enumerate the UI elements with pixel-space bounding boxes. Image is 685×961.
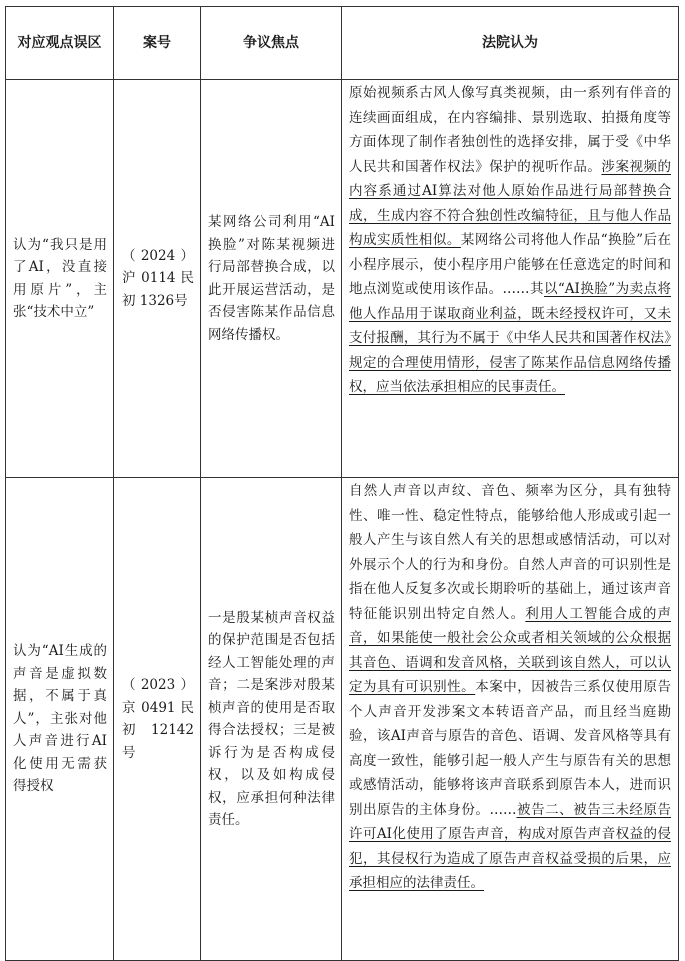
table-row bbox=[6, 80, 679, 478]
issue-cell: 某网络公司利用“AI换脸”对陈某视频进行局部替换合成，以此开展运营活动，是否侵害陈某作品信息网络传播权。 bbox=[201, 80, 342, 478]
viewpoint-cell: 认为“我只是用了AI，没直接用原片”，主张“技术中立” bbox=[6, 80, 114, 478]
header-row bbox=[6, 7, 679, 80]
table-row bbox=[6, 478, 679, 961]
case-number-cell: （2024）沪 0114 民初 1326号 bbox=[114, 80, 201, 478]
ruling-cell bbox=[342, 478, 679, 961]
header-case-no: 案号 bbox=[114, 7, 201, 80]
ruling-cell bbox=[342, 80, 679, 478]
ruling-segment: 本案中，因被告三系仅使用原告个人声音开发涉案文本转语音产品，而且经当庭勘验，该AI声音与原告的音色、语调、发音风格等具有高度一致性，能够引起一般人产生与原告有关的思想或感情活动，能够将该声音联系到原告本人，进而识别出原告的主体身份。…… bbox=[349, 679, 672, 818]
header-ruling: 法院认为 bbox=[342, 7, 679, 80]
header-issue: 争议焦点 bbox=[201, 7, 342, 80]
ruling-segment-underlined: 以“AI换脸”为卖点将他人作品用于谋取商业利益，既未经授权许可，又未支付报酬，其行为不属于《中华人民共和国著作权法》规定的合理使用情形，侵害了陈某作品信息网络传播权，应当依法承担相应的民事责任。 bbox=[349, 281, 671, 395]
ruling-segment-underlined: 利用人工智能合成的声音，如果能使一般社会公众或者相关领域的公众根据其音色、语调和发音风格，关联到该自然人，可以认定为具有可识别性。 bbox=[349, 605, 672, 695]
viewpoint-cell: 认为“AI生成的声音是虚拟数据，不属于真人”，主张对他人声音进行AI化使用无需获得授权 bbox=[6, 478, 114, 961]
ruling-segment: 原始视频系古风人像写真类视频，由一系列有伴音的连续画面组成，在内容编排、景别选取、拍摄角度等方面体现了制作者独创性的选择安排，属于受《中华人民共和国著作权法》保护的视听作品。 bbox=[349, 85, 671, 175]
ruling-segment-underlined: 被告二、被告三未经原告许可AI化使用了原告声音，构成对原告声音权益的侵犯，其侵权行为造成了原告声音权益受损的后果，应承担相应的法律责任。 bbox=[349, 801, 672, 891]
ruling-segment-underlined: 涉案视频的内容系通过AI算法对他人原始作品进行局部替换合成，生成内容不符合独创性改编特征，且与他人作品构成实质性相似。 bbox=[349, 158, 672, 248]
ruling-segment: 某网络公司将他人作品“换脸”后在小程序展示，使小程序用户能够在任意选定的时间和地点浏览或使用该作品。……其 bbox=[349, 232, 672, 297]
ruling-segment: 自然人声音以声纹、音色、频率为区分，具有独特性、唯一性、稳定性特点，能够给他人形成或引起一般人产生与该自然人有关的思想或感情活动，可以对外展示个人的行为和身份。自然人声音的可识别性是指在他人反复多次或长期聆听的基础上，通过该声音特征能识别出特定自然人。 bbox=[349, 483, 671, 622]
issue-cell: 一是殷某桢声音权益的保护范围是否包括经人工智能处理的声音；二是案涉对殷某桢声音的使用是否取得合法授权；三是被诉行为是否构成侵权，以及如构成侵权，应承担何种法律责任。 bbox=[201, 478, 342, 961]
header-viewpoint: 对应观点误区 bbox=[6, 7, 114, 80]
case-number-cell: （2023）京 0491 民初 12142号 bbox=[114, 478, 201, 961]
case-table bbox=[5, 6, 679, 961]
